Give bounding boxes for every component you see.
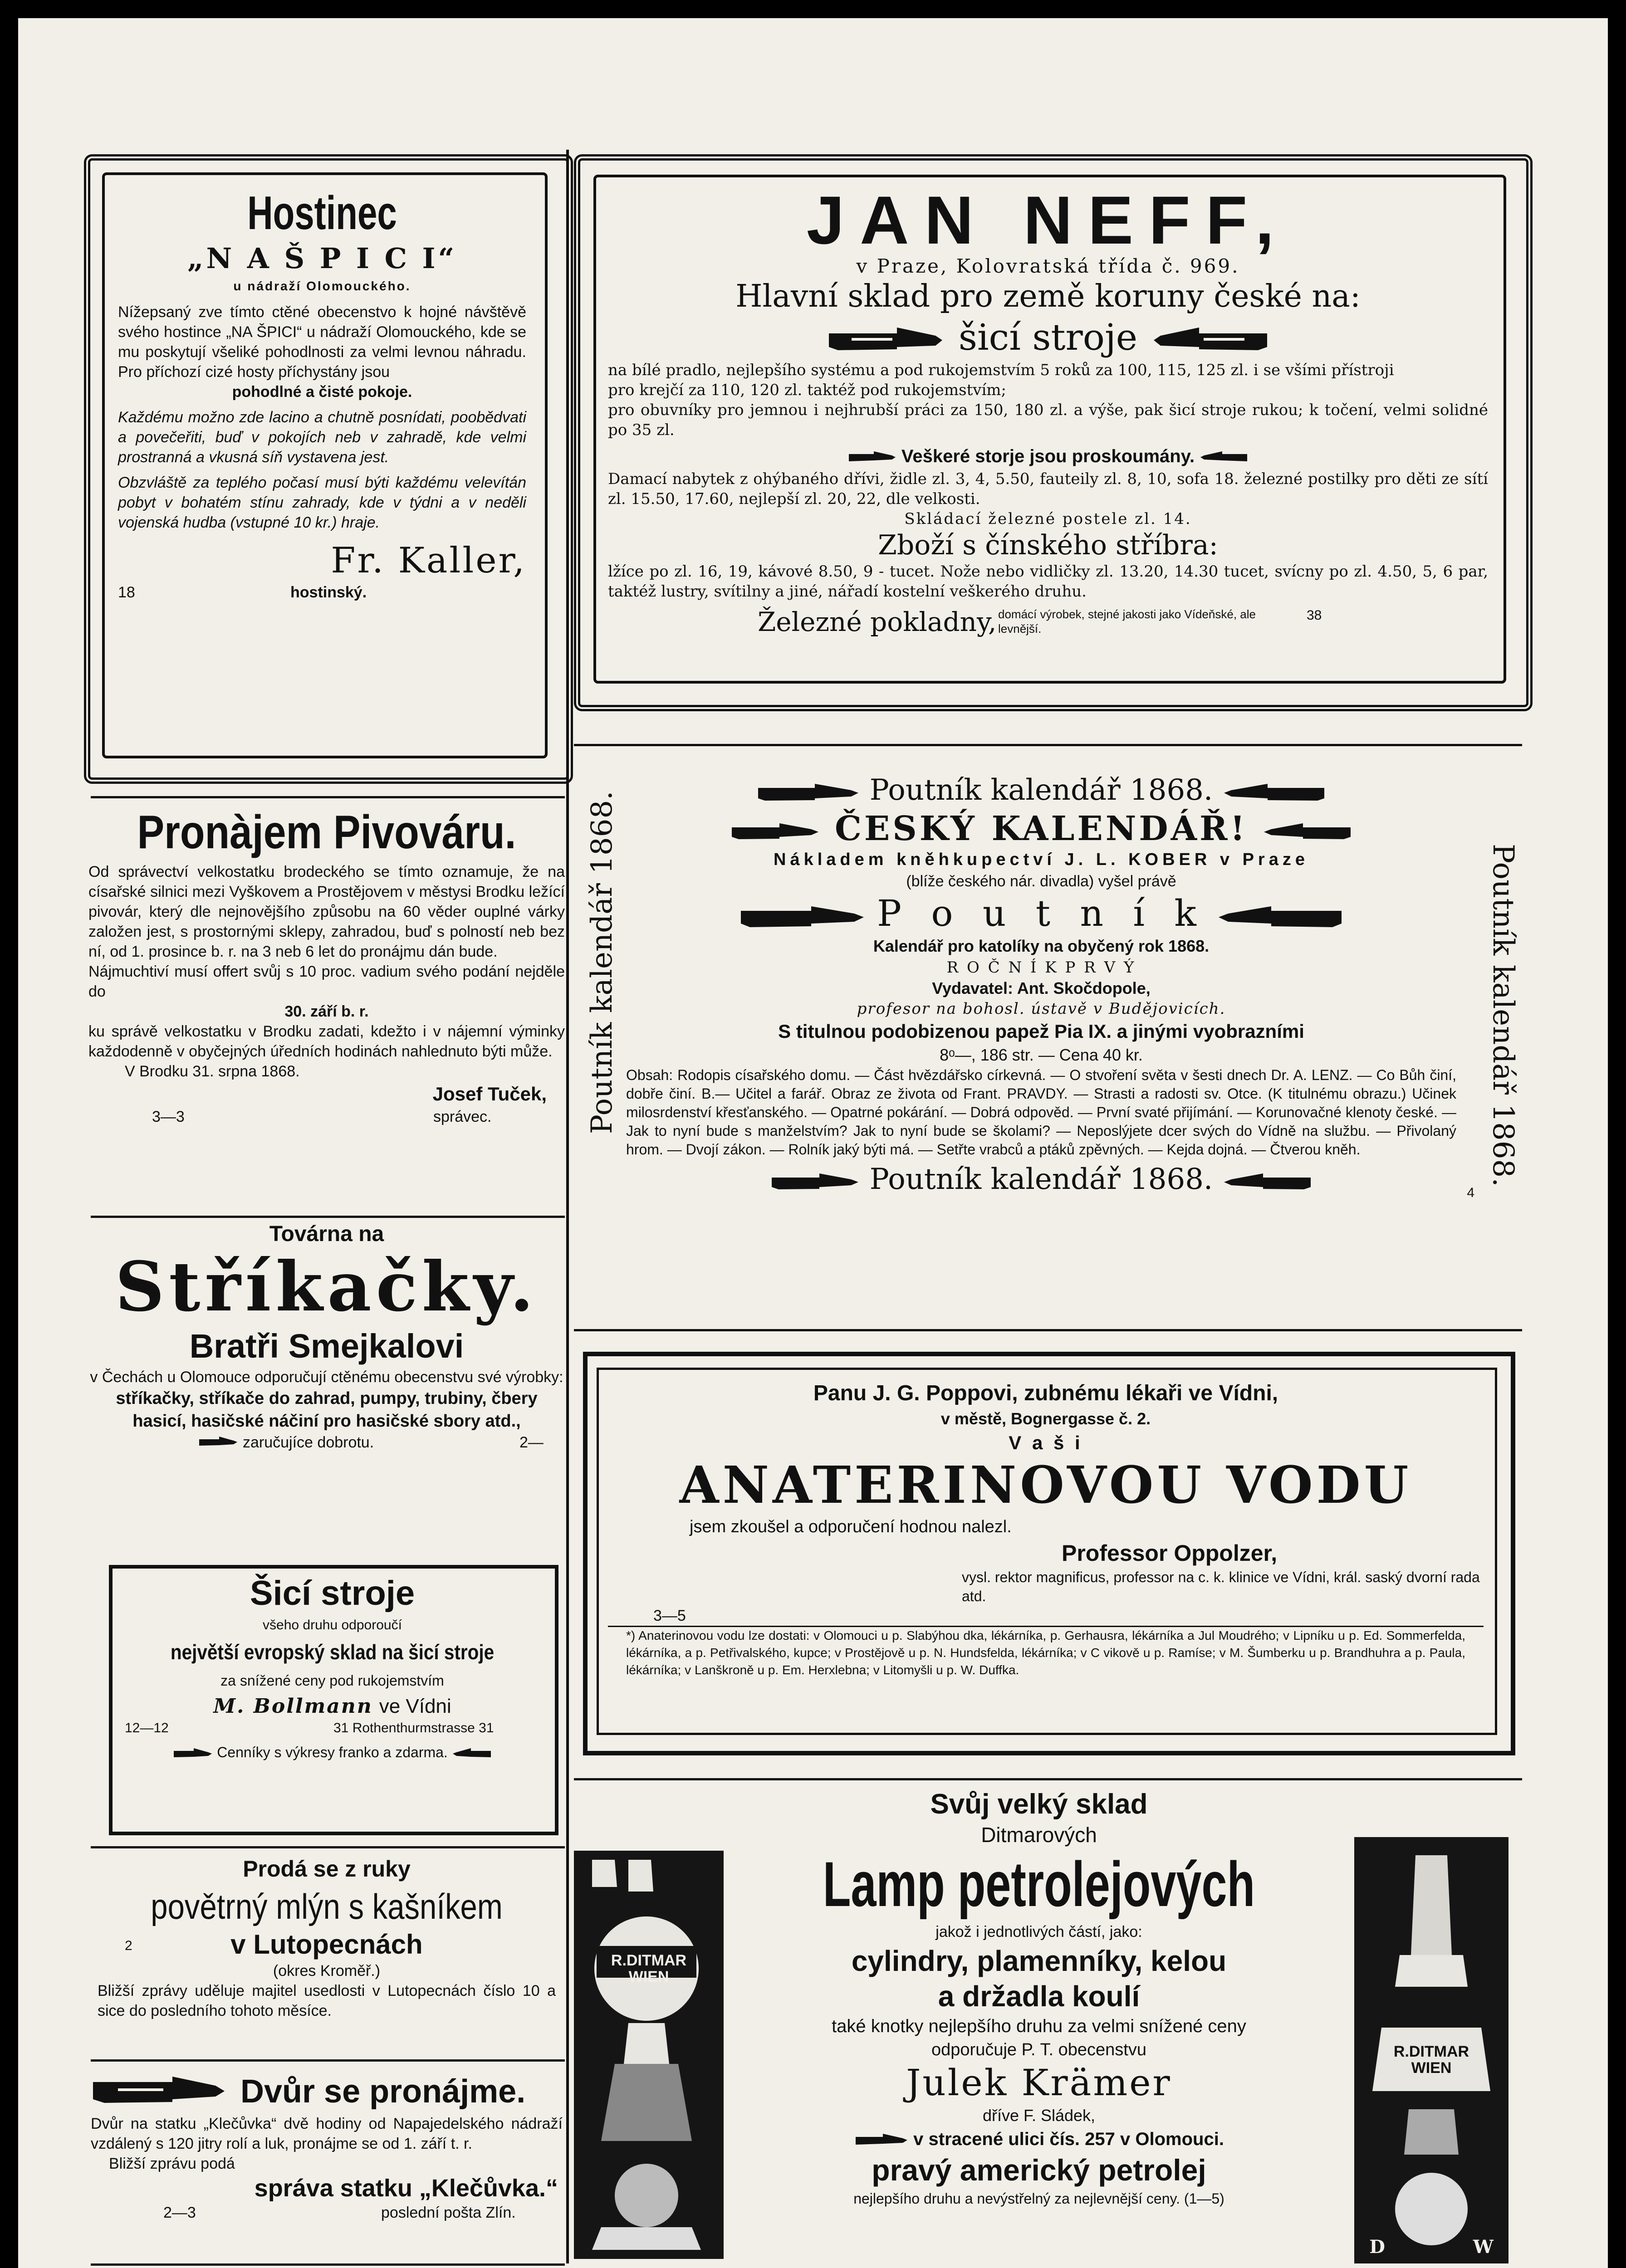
hostinec-title: Hostinec — [247, 187, 397, 240]
popp-role: vysl. rektor magnificus, professor na c. k. klinice ve Vídni, král. saský dvorní rada atd. — [962, 1569, 1480, 1604]
strikacky-firm: Bratři Smejkalovi — [189, 1327, 464, 1365]
hostinec-ref: 18 — [118, 584, 135, 601]
poutnik-editor: Vydavatel: Ant. Skočdopole, — [932, 979, 1151, 997]
popp-ad — [608, 1379, 1484, 1679]
neff-title: JAN NEFF, — [806, 182, 1290, 258]
pointing-hand-right-icon — [854, 2132, 908, 2148]
separator — [91, 1846, 565, 1848]
hostinec-paragraph-2: Každému možno zde lacino a chutně posnídati, poobědvati a povečeřiti, buď v pokojích neb v zahradě, kde velmi prostranná a vkusná síň vystavena jest. — [118, 409, 526, 466]
pivovar-paragraph-1: Od správectví velkostatku brodeckého se tímto oznamuje, že na císařské silnici mezi Vyškovem a Prostějovem v městysi Brodku ležící pivovár, který dle nejnovějšího způsobu na 60 věder ouplné várky založen jest, s prostornými sklepy, zahradou, buď s polností neb bez ní, od 1. prosince b. r. na 3 neb 6 let do pronájmu dán bude. — [88, 863, 565, 960]
lampy-line-9: v stracené ulici čís. 257 v Olomouci. — [913, 2129, 1224, 2149]
sici-stroje-line-2: největší evropský sklad na šicí stroje — [170, 1640, 495, 1664]
neff-checked: Veškeré storje jsou proskoumány. — [901, 446, 1195, 466]
poutnik-side-left: Poutník kalendář 1868. — [585, 791, 619, 1134]
dvur-post: poslední pošta Zlín. — [381, 2204, 516, 2221]
popp-line-1: Panu J. G. Poppovi, zubnému lékaři ve Vídni, — [813, 1381, 1278, 1405]
pointing-hand-right-icon — [197, 1435, 238, 1449]
mlyn-line-2: povětrný mlýn s kašníkem — [151, 1887, 503, 1926]
sici-stroje-line-3: za snížené ceny pod rukojemstvím — [220, 1672, 444, 1689]
pointing-hand-right-icon — [756, 781, 860, 804]
poutnik-year: R O Č N Í K P R V Ý — [946, 958, 1136, 977]
pivovar-paragraph-3: ku správě velkostatku v Brodku zadati, kdežto i v nájemní výminky každodenně v obyčejných úředních hodinách nahlednuto býti může. — [88, 1023, 565, 1060]
hostinec-ad — [118, 186, 526, 605]
pivovar-ref: 3—3 — [152, 1108, 185, 1125]
neff-address: v Praze, Kolovratská třída č. 969. — [856, 255, 1240, 277]
pointing-hand-left-icon — [1217, 903, 1344, 930]
sici-stroje-address: 31 Rothenthurmstrasse 31 — [333, 1721, 494, 1735]
lamp-label-left: R.DITMAR WIEN — [611, 1952, 687, 1985]
dvur-firm: správa statku „Klečůvka.“ — [254, 2175, 558, 2202]
dvur-paragraph-2: Bližší zprávu podá — [109, 2155, 235, 2172]
dvur-ad — [91, 2068, 563, 2224]
popp-signature: Professor Oppolzer, — [1062, 1540, 1278, 1566]
pivovar-place: V Brodku 31. srpna 1868. — [125, 1063, 300, 1080]
neff-machines: šicí stroje — [958, 316, 1138, 358]
sici-stroje-ad — [116, 1572, 549, 1763]
mlyn-ref: 2 — [125, 1938, 132, 1953]
separator — [91, 2263, 565, 2266]
neff-line-2: pro krejčí za 110, 120 zl. taktéž pod rukojemstvím; — [608, 381, 1007, 399]
poutnik-editor-role: profesor na bohosl. ústavě v Budějovicích. — [857, 1000, 1226, 1018]
mlyn-line-4: (okres Kroměř.) — [273, 1962, 381, 1980]
dvur-title: Dvůr se pronájme. — [240, 2073, 526, 2110]
poutnik-format: 8ᵒ—, 186 str. — Cena 40 kr. — [940, 1046, 1143, 1064]
poutnik-ref: 4 — [1467, 1185, 1474, 1200]
hostinec-location: u nádraží Olomouckého. — [233, 279, 411, 293]
popp-line-2: v městě, Bognergasse č. 2. — [940, 1409, 1151, 1428]
neff-safes: Železné pokladny, — [758, 606, 997, 637]
pointing-hand-left-icon — [1262, 821, 1353, 842]
lamp-label-right: R.DITMAR WIEN — [1393, 2043, 1469, 2077]
lamp-illustration-left — [574, 1851, 724, 2259]
poutnik-bottom: Poutník kalendář 1868. — [869, 1163, 1213, 1196]
poutnik-ad — [626, 771, 1474, 1200]
pivovar-paragraph-2: Nájmuchtiví musí offert svůj s 10 proc. vadium svého podání nejděle do — [88, 963, 565, 1000]
pointing-hand-right-icon — [769, 1171, 860, 1192]
strikacky-paragraph-1: v Čechách u Olomouce odporučují ctěnému obecenstvu své výrobky: — [90, 1369, 563, 1386]
strikacky-pre: Továrna na — [269, 1222, 384, 1246]
popp-line-3: V a š i — [1009, 1432, 1083, 1453]
separator — [574, 1778, 1522, 1780]
lampy-line-10: pravý americký petrolej — [872, 2153, 1206, 2187]
sici-stroje-title: Šicí stroje — [250, 1574, 415, 1613]
pivovar-signature: Josef Tuček, — [432, 1083, 547, 1105]
pointing-hand-left-icon — [1149, 322, 1272, 358]
separator — [91, 2059, 565, 2062]
neff-line-4: Damací nabytek z ohýbaného dřívi, židle zl. 3, 4, 5.50, fauteily zl. 8, 10, sofa 18. železné postilky pro děti ze sítí zl. 15.50, 17.60, nejlepší zl. 20, 22, dle velkosti. — [608, 470, 1488, 508]
neff-subtitle: Hlavní sklad pro země koruny české na: — [735, 279, 1361, 314]
mlyn-line-1: Prodá se z ruky — [243, 1856, 411, 1882]
popp-note: *) Anaterinovou vodu lze dostati: v Olomouci u p. Slabýhou dka, lékárníka, p. Gerhausra, lékárníka a Jul Moudrého; v Lipníku u p. Ed. Sommerfelda, lékárníka, a p. Petřivalského, kupce; v Prostějově u p. N. Hundsfelda, lékárníka; v C vikově u p. Ramíse; v M. Šumberku u p. Brandhuhra a p. Paula, lékárníka; v Lanškroně u p. Em. Herxlebna; v Litomyšli u p. W. Duffka. — [626, 1628, 1465, 1677]
sici-stroje-city: ve Vídni — [379, 1695, 451, 1717]
pointing-hand-right-icon — [730, 821, 820, 842]
newspaper-page — [18, 18, 1608, 2268]
hostinec-paragraph-3: Obzvláště za teplého počasí musí býti každému velevítán pobyt v bohatém stínu zahrady, kde v týdni a v neděli vojenská hudba (vstupné 10 kr.) hraje. — [118, 474, 526, 531]
neff-ad — [608, 182, 1488, 640]
lampy-firm: Julek Krämer — [906, 2062, 1172, 2104]
pointing-hand-right-icon — [847, 450, 896, 465]
strikacky-products: stříkačky, stříkače do zahrad, pumpy, trubiny, čbery hasicí, hasičské náčiní pro hasičské sbory atd., — [116, 1389, 538, 1431]
lampy-line-2: Ditmarových — [981, 1823, 1097, 1847]
hostinec-rooms: pohodlné a čisté pokoje. — [232, 383, 412, 401]
hostinec-signature: Fr. Kaller, — [331, 540, 526, 581]
pivovar-role: správec. — [433, 1108, 492, 1125]
sici-stroje-line-1: všeho druhu odporoučí — [263, 1618, 402, 1633]
pointing-hand-left-icon — [1200, 450, 1249, 465]
separator — [574, 1329, 1522, 1331]
poutnik-pope: S titulnou podobizenou papež Pia IX. a jinými vyobrazními — [778, 1021, 1304, 1042]
sici-stroje-firm: M. Bollmann — [213, 1695, 373, 1718]
pivovar-title: Pronàjem Pivováru. — [137, 806, 516, 859]
pointing-hand-left-icon — [452, 1747, 493, 1760]
hostinec-role: hostinský. — [290, 584, 367, 601]
neff-silver: Zboží s čínského stříbra: — [878, 529, 1218, 561]
strikacky-ref: 2— — [519, 1434, 544, 1451]
sici-stroje-ref: 12—12 — [125, 1721, 169, 1735]
neff-line-6: lžíce po zl. 16, 19, kávové 8.50, 9 - tucet. Nože nebo vidličky zl. 13.20, 14.30 tucet, svícny po zl. 4.50, 5, 6 par, taktéž lustry, svítilny a jiné, nářadí kostelní veškerého druhu. — [608, 562, 1488, 601]
poutnik-for: Kalendář pro katolíky na obyčený rok 1868. — [873, 937, 1210, 955]
lampy-ad — [730, 1787, 1347, 2209]
dvur-ref: 2—3 — [163, 2204, 196, 2221]
neff-ref: 38 — [1307, 608, 1322, 623]
strikacky-paragraph-3: zaručujíce dobrotu. — [243, 1434, 374, 1451]
neff-safes-note: domácí výrobek, stejné jakosti jako Vídeňské, ale levnější. — [998, 607, 1256, 635]
poutnik-name: P o u t n í k — [877, 892, 1205, 934]
poutnik-title: ČESKÝ KALENDÁŘ! — [834, 809, 1248, 848]
poutnik-publisher: Nákladem kněhkupectví J. L. KOBER v Praze — [774, 850, 1309, 869]
lampy-line-4: cylindry, plamenníky, kelou — [851, 1945, 1227, 1977]
pointing-hand-left-icon — [1222, 781, 1327, 804]
pointing-hand-right-icon — [739, 903, 866, 930]
poutnik-side-right: Poutník kalendář 1868. — [1486, 844, 1520, 1187]
separator — [574, 744, 1522, 746]
pivovar-date: 30. září b. r. — [284, 1003, 369, 1020]
popp-line-4: jsem zkoušel a odporučení hodnou nalezl. — [690, 1517, 1012, 1536]
oil-lamp-icon — [574, 1851, 724, 2259]
lampy-line-3: jakož i jednotlivých částí, jako: — [935, 1923, 1142, 1941]
pointing-hand-left-icon — [1222, 1171, 1313, 1192]
lampy-line-7: odporučuje P. T. obecenstvu — [931, 2040, 1146, 2059]
popp-ref: 3—5 — [653, 1607, 686, 1624]
pivovar-ad — [88, 803, 565, 1127]
poutnik-top: Poutník kalendář 1868. — [869, 773, 1213, 807]
neff-line-5: Skládací železné postele zl. 14. — [904, 510, 1192, 528]
pointing-hand-right-icon — [172, 1747, 213, 1760]
pointing-hand-right-icon — [824, 322, 947, 358]
lampy-title: Lamp petrolejových — [823, 1848, 1255, 1920]
lampy-line-6: také knotky nejlepšího druhu za velmi snížené ceny — [832, 2016, 1246, 2036]
neff-line-1: na bílé pradlo, nejlepšího systému a pod rukojemstvím 5 roků za 100, 115, 125 zl. i se všími přístroji — [608, 361, 1394, 379]
separator — [91, 796, 565, 798]
lamp-illustration-right — [1354, 1837, 1508, 2263]
lampy-line-11: nejlepšího druhu a nevýstřelný za nejlevnější ceny. — [853, 2190, 1180, 2207]
lampy-ref: (1—5) — [1184, 2190, 1224, 2207]
popp-title: ANATERINOVOU VODU — [679, 1456, 1412, 1515]
lampy-line-8: dříve F. Sládek, — [982, 2106, 1096, 2125]
mlyn-paragraph: Bližší zprávy uděluje majitel usedlosti v Lutopecnách číslo 10 a sice do posledního tohoto měsíce. — [98, 1982, 556, 2019]
dvur-paragraph-1: Dvůr na statku „Klečůvka“ dvě hodiny od Napajedelského nádraží vzdálený s 120 jitry rolí a luk, pronájme se od 1. září t. r. — [91, 2115, 563, 2152]
lampy-line-1: Svůj velký sklad — [930, 1789, 1148, 1820]
mlyn-line-3: v Lutopecnách — [230, 1929, 423, 1960]
hostinec-name: „N A Š P I C I“ — [187, 242, 457, 275]
neff-line-3: pro obuvníky pro jemnou i nejhrubší práci za 150, 180 zl. a výše, pak šicí stroje rukou; k točení, velmi solidné po 35 zl. — [608, 401, 1488, 439]
mlyn-ad — [88, 1853, 565, 2021]
strikacky-title: Stříkačky. — [115, 1247, 539, 1327]
hostinec-paragraph-1: Nížepsaný zve tímto ctěné obecenstvo k hojné návštěvě svého hostince „NA ŠPICI“ u nádraží Olomouckého, kde se mu poskytují všeliké pohodlnosti za velmi levnou náhradu. Pro příchozí cizé hosty příchystány jsou — [118, 303, 526, 381]
sici-stroje-line-4: Cenníky s výkresy franko a zdarma. — [217, 1744, 448, 1760]
poutnik-contents: Obsah: Rodopis císařského domu. — Část hvězdářsko církevná. — O stvoření světa v šesti dnech Dr. A. LENZ. — Co Bůh činí, dobře činí. B.— Učitel a farář. Obraz ze života od Frant. PRAVDY. — Strasti a radosti sv. Otce. (K titulnému obrazu.) Učinek milosrdenství křesťanského. — Opatrné pokárání. — Dobrá odpověd. — První svaté přijímání. — Korunovačné klenoty české. — Jak to nyní bude s manželstvím? Jak to nyní bude se školami? — Neposlýjete dcer svých do Vídně na službu. — Přivolaný hrom. — Dvojí zákon. — Rolník jaký býti má. — Setřte vrabců a ptáků zpěvných. — Kejda dojná. — Čtverou kněh. — [626, 1067, 1456, 1158]
poutnik-near: (blíže českého nár. divadla) vyšel právě — [906, 873, 1176, 890]
pointing-hand-right-icon — [91, 2073, 227, 2109]
lampy-line-5: a držadla koulí — [938, 1980, 1140, 2013]
strikacky-ad — [88, 1220, 565, 1455]
lamp-letters: D W — [1369, 2236, 1494, 2258]
separator — [91, 1216, 565, 1218]
